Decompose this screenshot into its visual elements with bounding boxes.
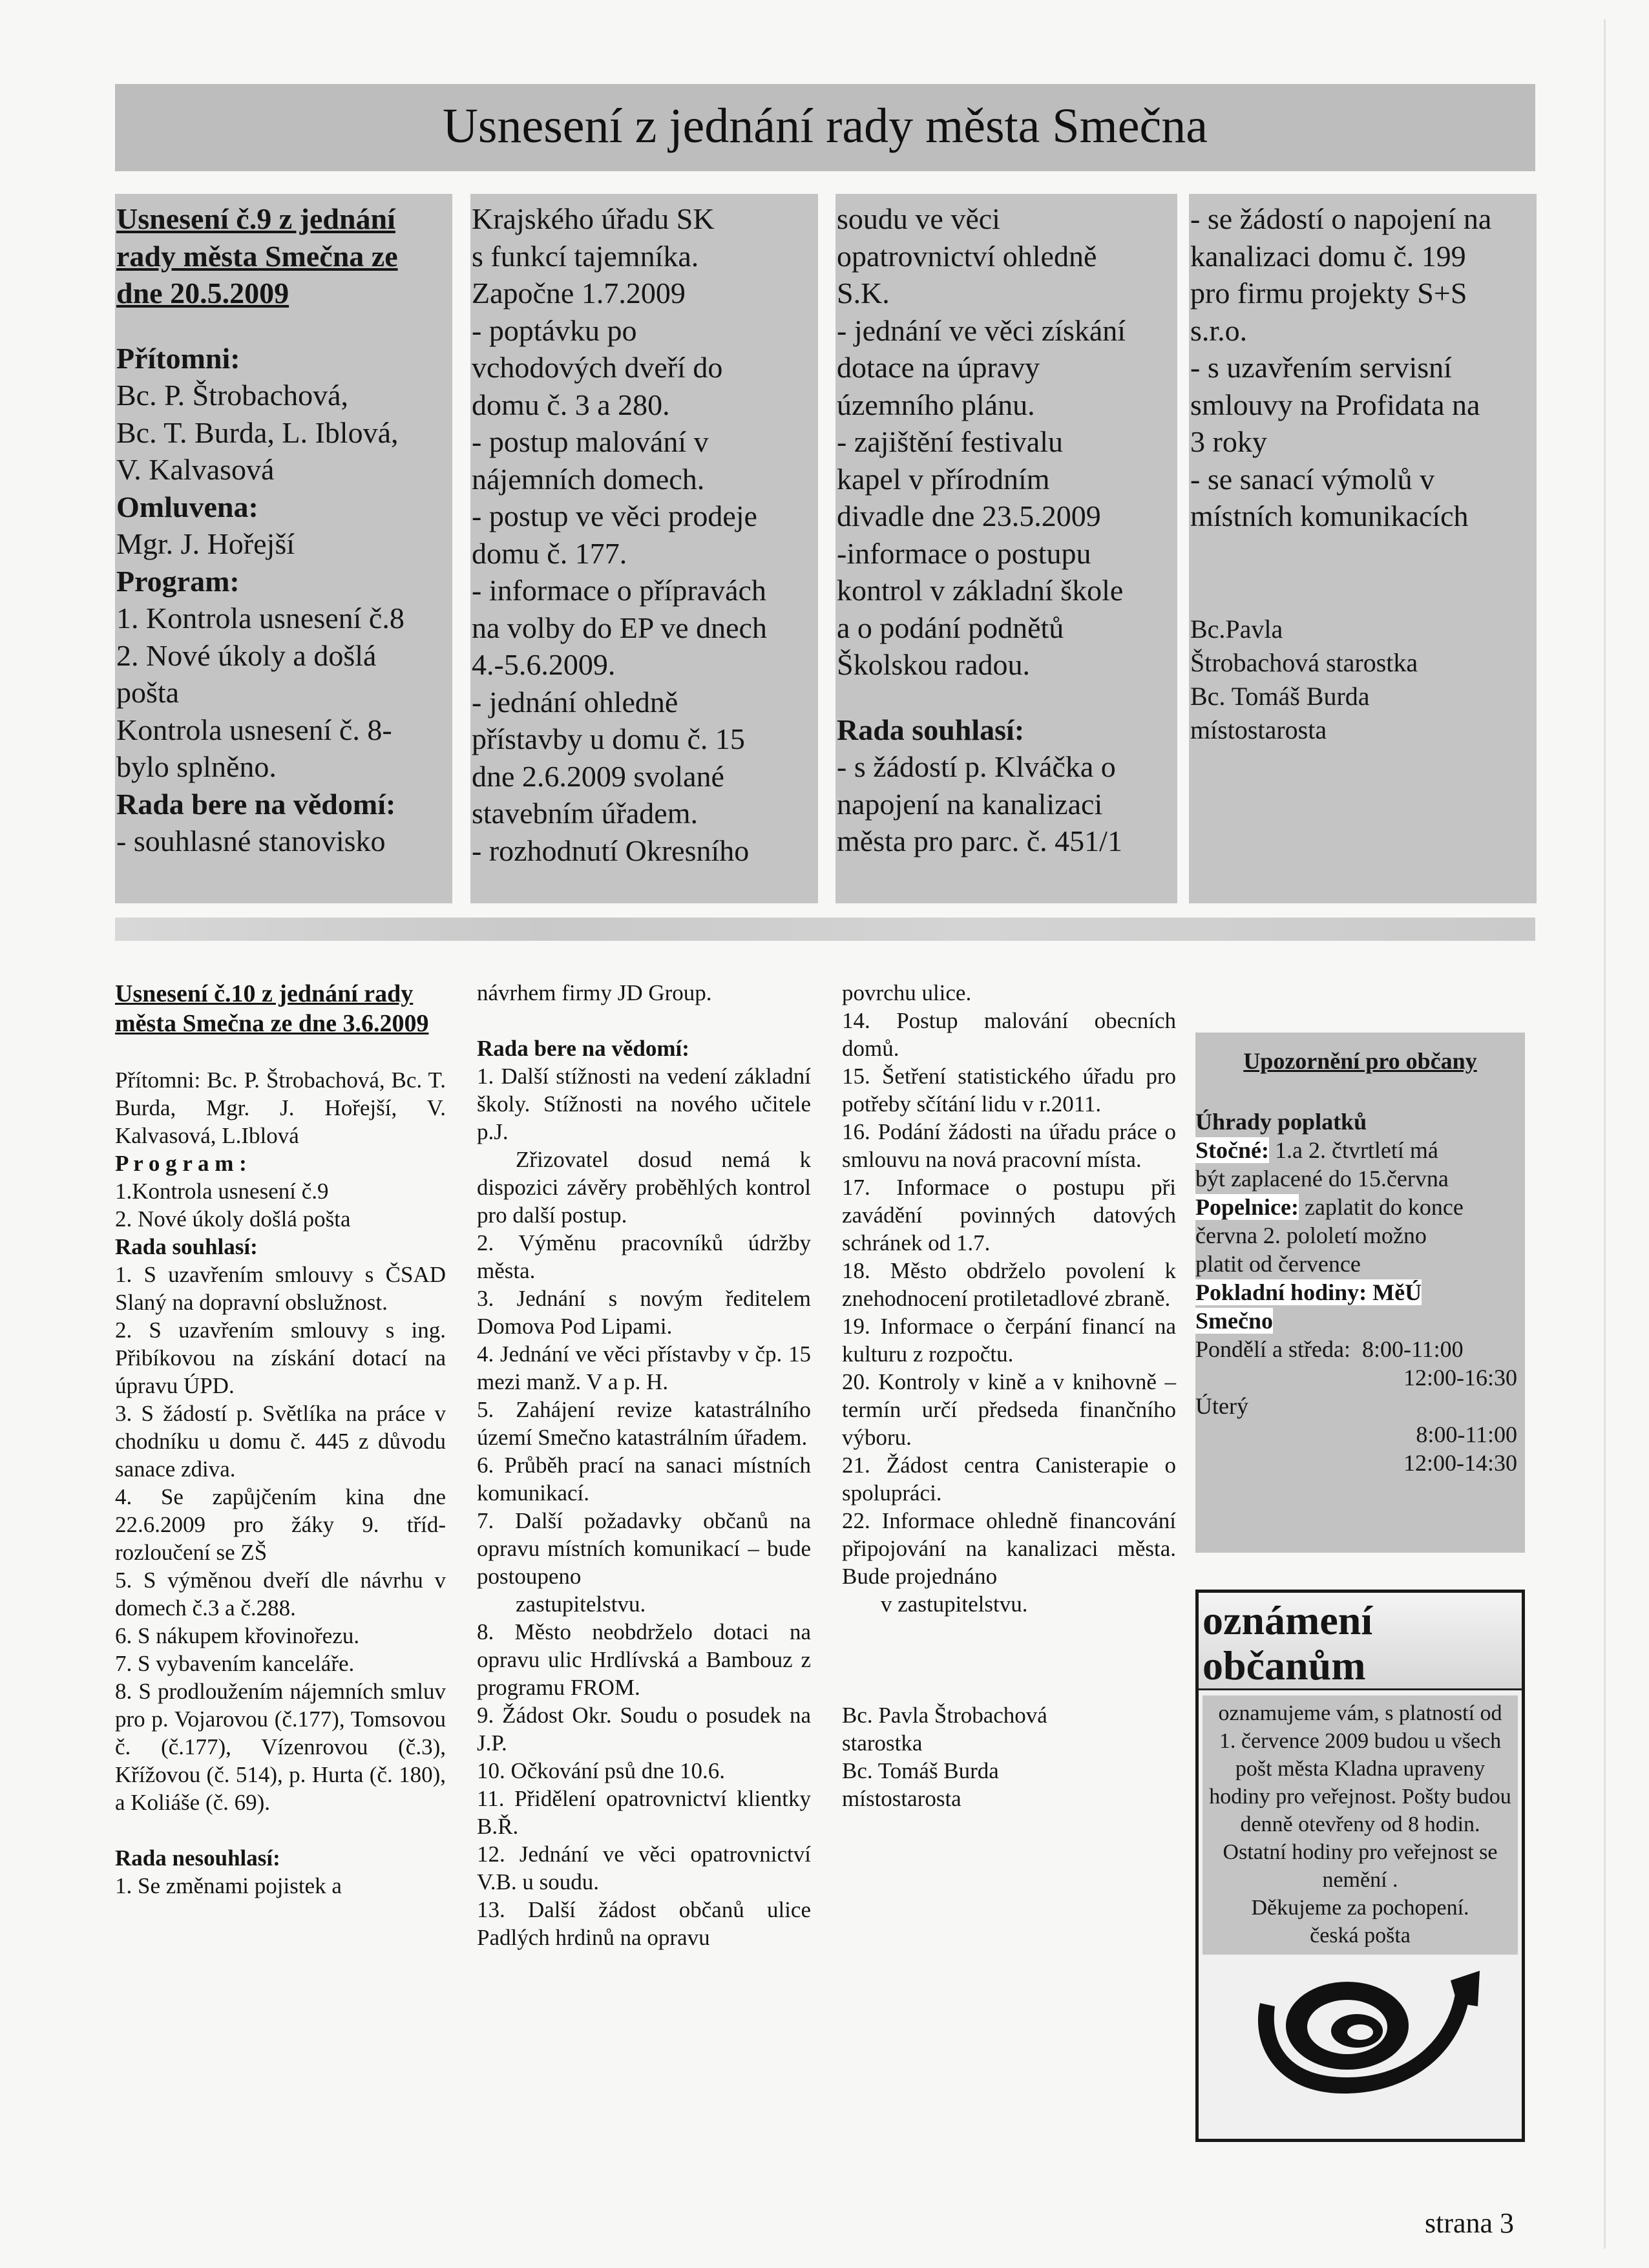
monday-line bbox=[1195, 1335, 1525, 1363]
hours-heading-2: Smečno bbox=[1195, 1308, 1273, 1334]
page-title: Usnesení z jednání rady města Smečna bbox=[443, 99, 1208, 153]
text-line: S.K. bbox=[837, 277, 890, 310]
subheading: Rada nesouhlasí: bbox=[115, 1845, 280, 1871]
text-line: Přítomni: Bc. P. Štrobachová, Bc. T. Burda, Mgr. J. Hořejší, V. Kalvasová, L.Iblová bbox=[115, 1067, 446, 1148]
text-line: Zřizovatel dosud nemá k dispozici závěry proběhlých kontrol pro další postup. bbox=[477, 1147, 811, 1228]
stocne-label: Stočné: bbox=[1195, 1137, 1269, 1163]
text-line: Školskou radou. bbox=[837, 648, 1030, 681]
text-line: 11. Přidělení opatrovnictví klientky B.Ř. bbox=[477, 1786, 811, 1839]
spacer bbox=[842, 1674, 1176, 1701]
top-column-1 bbox=[115, 194, 452, 903]
text-line: s funkcí tajemníka. bbox=[472, 239, 699, 273]
tuesday-time-1: 8:00-11:00 bbox=[1416, 1422, 1517, 1447]
text-line: Krajského úřadu SK bbox=[472, 202, 715, 235]
spacer bbox=[837, 684, 1177, 711]
text-line: 19. Informace o čerpání financí na kulturu z rozpočtu. bbox=[842, 1314, 1176, 1367]
text-line: 16. Podání žádosti na úřadu práce o smlouvu na nová pracovní místa. bbox=[842, 1119, 1176, 1172]
text-line: 6. Průběh prací na sanaci místních komunikací. bbox=[477, 1453, 811, 1506]
subheading: Rada souhlasí: bbox=[837, 713, 1025, 746]
monday-label: Pondělí a středa: bbox=[1195, 1336, 1350, 1362]
text-line: - s žádostí p. Klváčka o bbox=[837, 750, 1116, 783]
text-line: 7. Další požadavky občanů na opravu místních komunikací – bude postoupeno bbox=[477, 1508, 811, 1589]
text-line: pro firmu projekty S+S bbox=[1190, 277, 1467, 310]
text-line: povrchu ulice. bbox=[842, 980, 972, 1005]
text-line: napojení na kanalizaci bbox=[837, 787, 1103, 821]
text-line: místostarosta bbox=[842, 1786, 961, 1811]
text-line: územního plánu. bbox=[837, 388, 1035, 421]
page-number: strana 3 bbox=[1425, 2207, 1515, 2239]
post-notice-thanks: Děkujeme za pochopení. bbox=[1251, 1896, 1469, 1920]
text-line: Mgr. J. Hořejší bbox=[116, 527, 295, 560]
text-line: místních komunikacích bbox=[1190, 499, 1469, 532]
text-line: a o podání podnětů bbox=[837, 611, 1064, 644]
text-line: soudu ve věci bbox=[837, 202, 1000, 235]
post-notice-title: oznámení občanům bbox=[1199, 1593, 1522, 1690]
stocne-line-2: být zaplacené do 15.června bbox=[1195, 1166, 1449, 1192]
text-line: bylo splněno. bbox=[116, 750, 277, 783]
text-line: - se sanací výmolů v bbox=[1190, 462, 1435, 496]
scan-edge-line bbox=[1604, 19, 1606, 2249]
text-line: na volby do EP ve dnech bbox=[472, 611, 767, 644]
text-line: stavebním úřadem. bbox=[472, 797, 698, 830]
text-line: - jednání ohledně bbox=[472, 685, 678, 719]
hours-heading-line-2 bbox=[1195, 1307, 1525, 1335]
text-line: 9. Žádost Okr. Soudu o posudek na J.P. bbox=[477, 1703, 811, 1756]
top-column-2 bbox=[470, 194, 818, 903]
text-line: 2. Výměnu pracovníků údržby města. bbox=[477, 1230, 811, 1283]
text-line: 8. S prodloužením nájemních smluv pro p. Vojarovou (č.177), Tomsovou č. (č.177), Vízenrovou (č.3), Křížovou (č. 514), p. Hurta (č. 180), a Koliáše (č. 69). bbox=[115, 1679, 446, 1815]
text-line: zastupitelstvu. bbox=[516, 1591, 646, 1617]
text-line: Kontrola usnesení č. 8- bbox=[116, 713, 392, 746]
text-line: Bc. Pavla Štrobachová bbox=[842, 1703, 1047, 1728]
text-line: - souhlasné stanovisko bbox=[116, 824, 386, 857]
monday-time-2: 12:00-16:30 bbox=[1403, 1365, 1517, 1391]
stocne-text: 1.a 2. čtvrtletí má bbox=[1274, 1137, 1438, 1163]
subheading: Rada souhlasí: bbox=[115, 1234, 258, 1259]
text-line: 1. S uzavřením smlouvy s ČSAD Slaný na dopravní obslužnost. bbox=[115, 1262, 446, 1315]
text-line: - informace o přípravách bbox=[472, 574, 766, 607]
bottom-column-3 bbox=[842, 979, 1176, 1812]
text-line: kapel v přírodním bbox=[837, 462, 1050, 496]
text-line: 21. Žádost centra Canisterapie o spolupráci. bbox=[842, 1453, 1176, 1506]
bottom-column-2 bbox=[477, 979, 811, 1951]
post-horn-logo-icon bbox=[1237, 1955, 1489, 2103]
text-line: kontrol v základní škole bbox=[837, 574, 1124, 607]
top-signature bbox=[1190, 613, 1537, 747]
text-line: 1.Kontrola usnesení č.9 bbox=[115, 1179, 329, 1204]
signature-line: Bc. Tomáš Burda bbox=[1190, 681, 1370, 711]
text-line: dne 2.6.2009 svolané bbox=[472, 759, 724, 793]
text-line: kanalizaci domu č. 199 bbox=[1190, 239, 1466, 273]
top-column-4 bbox=[1189, 194, 1537, 903]
signature-line: místostarosta bbox=[1190, 715, 1327, 744]
top-column-3 bbox=[835, 194, 1177, 903]
text-line: 12. Jednání ve věci opatrovnictví V.B. u soudu. bbox=[477, 1842, 811, 1895]
text-line: 13. Další žádost občanů ulice Padlých hrdinů na opravu bbox=[477, 1897, 811, 1950]
text-line: 20. Kontroly v kině a v knihovně – termín určí předseda finančního výboru. bbox=[842, 1369, 1176, 1450]
spacer bbox=[842, 1646, 1176, 1674]
text-line: přístavby u domu č. 15 bbox=[472, 722, 745, 755]
text-line: 10. Očkování psů dne 10.6. bbox=[477, 1758, 725, 1783]
text-line: 1. Další stížnosti na vedení základní školy. Stížnosti na nového učitele p.J. bbox=[477, 1064, 811, 1144]
text-line: - rozhodnutí Okresního bbox=[472, 834, 750, 867]
text-line: - postup ve věci prodeje bbox=[472, 499, 757, 532]
text-line: - s uzavřením servisní bbox=[1190, 351, 1452, 384]
popelnice-line-3: platit od července bbox=[1195, 1251, 1361, 1277]
text-line: dotace na úpravy bbox=[837, 351, 1040, 384]
text-line: opatrovnictví ohledně bbox=[837, 239, 1097, 273]
post-notice-text: oznamujeme vám, s platností od 1. července 2009 budou u všech pošt města Kladna upraveny hodiny pro veřejnost. Pošty budou denně otevřeny od 8 hodin. Ostatní hodiny pro veřejnost se nemění . bbox=[1209, 1701, 1511, 1892]
text-line: 2. S uzavřením smlouvy s ing. Přibíkovou na získání dotací na úpravu ÚPD. bbox=[115, 1318, 446, 1398]
hours-heading-line bbox=[1195, 1278, 1525, 1307]
subheading: Rada bere na vědomí: bbox=[477, 1036, 689, 1061]
text-line: starostka bbox=[842, 1730, 923, 1756]
text-line: domu č. 177. bbox=[472, 536, 627, 570]
text-line: 14. Postup malování obecních domů. bbox=[842, 1008, 1176, 1061]
spacer bbox=[477, 1007, 811, 1034]
post-notice-sender: česká pošta bbox=[1310, 1924, 1411, 1948]
text-line: 17. Informace o postupu při zavádění povinných datových schránek od 1.7. bbox=[842, 1175, 1176, 1255]
text-line: nájemních domech. bbox=[472, 462, 705, 496]
subheading: Přítomni: bbox=[116, 341, 240, 375]
post-notice-body bbox=[1203, 1696, 1518, 1955]
stocne-line bbox=[1195, 1136, 1525, 1164]
text-line: 3. Jednání s novým ředitelem Domova Pod Lipami. bbox=[477, 1286, 811, 1339]
text-line: návrhem firmy JD Group. bbox=[477, 980, 712, 1005]
text-line: - zajištění festivalu bbox=[837, 425, 1063, 458]
text-line: Započne 1.7.2009 bbox=[472, 277, 686, 310]
text-line: s.r.o. bbox=[1190, 313, 1248, 347]
fees-heading: Úhrady poplatků bbox=[1195, 1109, 1367, 1135]
title-band bbox=[115, 84, 1535, 171]
text-line: 1. Se změnami pojistek a bbox=[115, 1873, 342, 1898]
text-line: 18. Město obdrželo povolení k znehodnocení protiletadlové zbraně. bbox=[842, 1258, 1176, 1311]
notice-heading: Upozornění pro občany bbox=[1243, 1048, 1477, 1074]
subheading: Program: bbox=[116, 564, 240, 598]
spacer bbox=[115, 1038, 446, 1066]
subheading: Rada bere na vědomí: bbox=[116, 787, 396, 821]
text-line: 4. Jednání ve věci přístavby v čp. 15 mezi manž. V a p. H. bbox=[477, 1341, 811, 1394]
section-heading: rady města Smečna ze bbox=[116, 239, 398, 273]
text-line: 3. S žádostí p. Světlíka na práce v chodníku u domu č. 445 z důvodu sanace zdiva. bbox=[115, 1401, 446, 1482]
text-line: 1. Kontrola usnesení č.8 bbox=[116, 602, 404, 635]
text-line: 4. Se zapůjčením kina dne 22.6.2009 pro žáky 9. tříd-rozloučení se ZŠ bbox=[115, 1484, 446, 1565]
text-line: 5. S výměnou dveří dle návrhu v domech č.3 a č.288. bbox=[115, 1568, 446, 1621]
text-line: 22. Informace ohledně financování připojování na kanalizaci města. Bude projednáno bbox=[842, 1508, 1176, 1589]
text-line: 3 roky bbox=[1190, 425, 1267, 458]
spacer bbox=[116, 312, 452, 340]
subheading: Omluvena: bbox=[116, 490, 258, 523]
section-heading: Usnesení č.9 z jednání bbox=[116, 202, 395, 235]
popelnice-text: zaplatit do konce bbox=[1304, 1194, 1464, 1220]
text-line: 2. Nové úkoly došlá pošta bbox=[115, 1206, 351, 1232]
text-line: - postup malování v bbox=[472, 425, 709, 458]
popelnice-label: Popelnice: bbox=[1195, 1194, 1299, 1220]
subheading: P r o g r a m : bbox=[115, 1151, 247, 1176]
text-line: domu č. 3 a 280. bbox=[472, 388, 670, 421]
text-line: v zastupitelstvu. bbox=[881, 1591, 1028, 1617]
text-line: 7. S vybavením kanceláře. bbox=[115, 1651, 355, 1676]
text-line: Bc. P. Štrobachová, bbox=[116, 379, 349, 412]
text-line: Bc. T. Burda, L. Iblová, bbox=[116, 415, 399, 449]
divider-stripe bbox=[115, 918, 1535, 941]
bottom-column-1 bbox=[115, 979, 446, 1900]
citizen-notice-box bbox=[1195, 1033, 1525, 1553]
text-line: pošta bbox=[116, 676, 180, 709]
top-column-4-text bbox=[1190, 200, 1537, 535]
text-line: 2. Nové úkoly a došlá bbox=[116, 638, 377, 672]
signature-line: Štrobachová starostka bbox=[1190, 647, 1418, 677]
text-line: 8. Město neobdrželo dotaci na opravu ulic Hrdlívská a Bambouz z programu FROM. bbox=[477, 1619, 811, 1700]
section-heading: Usnesení č.10 z jednání rady města Smečna ze dne 3.6.2009 bbox=[115, 980, 429, 1037]
section-heading: dne 20.5.2009 bbox=[116, 277, 289, 310]
text-line: - poptávku po bbox=[472, 313, 637, 347]
tuesday-label: Úterý bbox=[1195, 1393, 1248, 1419]
tuesday-time-2: 12:00-14:30 bbox=[1403, 1450, 1517, 1476]
text-line: města pro parc. č. 451/1 bbox=[837, 824, 1122, 857]
text-line: Bc. Tomáš Burda bbox=[842, 1758, 999, 1783]
popelnice-line-2: června 2. pololetí možno bbox=[1195, 1223, 1427, 1248]
text-line: 15. Šetření statistického úřadu pro potřeby sčítání lidu v r.2011. bbox=[842, 1064, 1176, 1117]
text-line: 4.-5.6.2009. bbox=[472, 648, 616, 681]
hours-heading: Pokladní hodiny: MěÚ bbox=[1195, 1279, 1422, 1305]
text-line: 6. S nákupem křovinořezu. bbox=[115, 1623, 360, 1648]
text-line: vchodových dveří do bbox=[472, 351, 723, 384]
spacer bbox=[115, 1816, 446, 1844]
text-line: smlouvy na Profidata na bbox=[1190, 388, 1480, 421]
text-line: -informace o postupu bbox=[837, 536, 1091, 570]
text-line: V. Kalvasová bbox=[116, 453, 275, 486]
text-line: divadle dne 23.5.2009 bbox=[837, 499, 1101, 532]
popelnice-line bbox=[1195, 1193, 1525, 1221]
spacer bbox=[842, 1618, 1176, 1646]
text-line: - se žádostí o napojení na bbox=[1190, 202, 1492, 235]
post-office-notice bbox=[1195, 1590, 1525, 2142]
monday-time-1: 8:00-11:00 bbox=[1361, 1336, 1464, 1362]
signature-line: Bc.Pavla bbox=[1190, 614, 1283, 644]
text-line: - jednání ve věci získání bbox=[837, 313, 1126, 347]
text-line: 5. Zahájení revize katastrálního území Smečno katastrálním úřadem. bbox=[477, 1397, 811, 1450]
